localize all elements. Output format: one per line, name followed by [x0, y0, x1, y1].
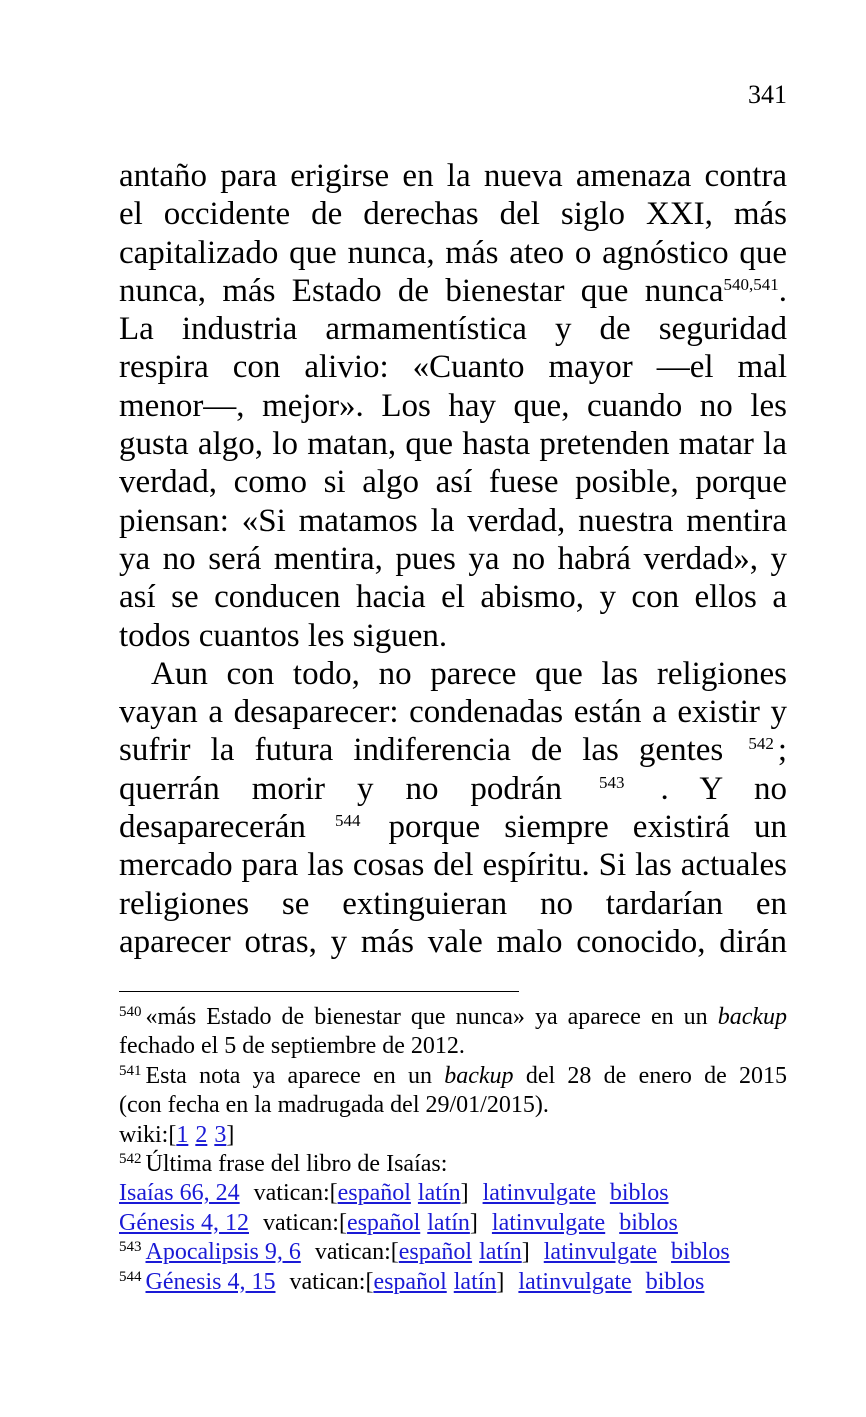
bible-ref-link[interactable]: Génesis 4, 15	[145, 1268, 276, 1295]
footnote-543: $^{543}$ Apocalipsis 9, 6 vatican:[español latín] latinvulgate biblos	[119, 1239, 730, 1266]
p1-line-6: respira con alivio: «Cuanto mayor —el mal	[119, 349, 787, 386]
biblos-link[interactable]: biblos	[671, 1239, 730, 1266]
vatican-latin-link[interactable]: latín	[427, 1209, 470, 1236]
page-number: 341	[748, 80, 787, 109]
footnote-540-line-2: fechado el 5 de septiembre de 2012.	[119, 1033, 465, 1060]
biblos-link[interactable]: biblos	[619, 1209, 678, 1236]
vatican-latin-link[interactable]: latín	[479, 1239, 522, 1266]
footnote-ref-543[interactable]: 543	[599, 772, 625, 792]
footnote-542-ref-1: Isaías 66, 24 vatican:[español latín] latinvulgate biblos	[119, 1180, 669, 1207]
p2-line-4: querrán morir y no podrán $^{543}$ . Y no	[119, 770, 787, 807]
p1-line-1: antaño para erigirse en la nueva amenaza contra	[119, 158, 787, 194]
p2-line-7: religiones se extinguieran no tardarían en	[119, 885, 787, 922]
p1-line-8: gusta algo, lo matan, que hasta pretenden matar la	[119, 426, 787, 463]
p1-line-11: ya no será mentira, pues ya no habrá verdad», y	[119, 540, 787, 577]
latinvulgate-link[interactable]: latinvulgate	[491, 1209, 606, 1236]
footnote-540: $^{540}$ «más Estado de bienestar que nunca» ya aparece en un backup	[119, 1004, 787, 1030]
footnote-number-540: 540	[119, 1004, 142, 1020]
p1-line-5: La industria armamentística y de seguridad	[119, 311, 787, 348]
biblos-link[interactable]: biblos	[609, 1180, 669, 1207]
p1-line-9: verdad, como si algo así fuese posible, porque	[119, 464, 787, 501]
vatican-espanol-link[interactable]: español	[346, 1209, 421, 1236]
footnote-542-ref-2: Génesis 4, 12 vatican:[español latín] latinvulgate biblos	[119, 1209, 678, 1236]
p2-line-6: mercado para las cosas del espíritu. Si las actuales	[119, 847, 787, 884]
p1-line-12: así se conducen hacia el abismo, y con ellos a	[119, 579, 787, 616]
wiki-link-1[interactable]: 1	[176, 1121, 189, 1148]
bible-ref-link[interactable]: Génesis 4, 12	[119, 1209, 249, 1236]
biblos-link[interactable]: biblos	[645, 1268, 705, 1295]
bible-ref-link[interactable]: Apocalipsis 9, 6	[145, 1239, 301, 1266]
vatican-latin-link[interactable]: latín	[453, 1268, 497, 1295]
p2-line-8: aparecer otras, y más vale malo conocido, dirán	[119, 923, 787, 960]
footnote-541-wiki: wiki:[1 2 3]	[119, 1121, 235, 1148]
footnote-number-543: 543	[119, 1239, 142, 1256]
body-text	[119, 157, 787, 961]
footnote-541: $^{541}$ Esta nota ya aparece en un backup del 28 de enero de 2015	[119, 1062, 788, 1089]
vatican-espanol-link[interactable]: español	[373, 1268, 447, 1295]
p1-line-13: todos cuantos les siguen.	[119, 617, 448, 654]
p1-line-7: menor—, mejor». Los hay que, cuando no les	[119, 387, 787, 424]
footnote-541-line-2: (con fecha en la madrugada del 29/01/2015).	[119, 1092, 549, 1119]
p1-line-3: capitalizado que nunca, más ateo o agnóstico que	[119, 234, 787, 271]
footnote-542: $^{542}$ Última frase del libro de Isaías:	[119, 1150, 448, 1177]
footnote-ref-540-541[interactable]: 540,541	[723, 274, 779, 294]
footnote-ref-542[interactable]: 542	[748, 734, 774, 754]
footnotes	[119, 1003, 787, 1297]
p1-line-2: el occidente de derechas del siglo XXI, más	[119, 196, 787, 233]
p1-line-10: piensan: «Si matamos la verdad, nuestra mentira	[119, 502, 787, 539]
footnote-number-544: 544	[119, 1268, 142, 1285]
footnote-544: $^{544}$ Génesis 4, 15 vatican:[español latín] latinvulgate biblos	[119, 1268, 705, 1295]
latinvulgate-link[interactable]: latinvulgate	[543, 1239, 658, 1266]
footnote-ref-544[interactable]: 544	[334, 811, 361, 831]
p2-line-1: Aun con todo, no parece que las religiones	[151, 655, 787, 692]
footnote-separator	[119, 991, 519, 992]
vatican-espanol-link[interactable]: español	[398, 1239, 473, 1266]
p2-line-3: sufrir la futura indiferencia de las gentes $^{542}$ ;	[119, 732, 787, 769]
wiki-link-2[interactable]: 2	[195, 1121, 208, 1148]
bible-ref-link[interactable]: Isaías 66, 24	[119, 1180, 240, 1207]
p2-line-5: desaparecerán $^{544}$ porque siempre existirá un	[119, 809, 788, 846]
latinvulgate-link[interactable]: latinvulgate	[482, 1180, 596, 1207]
p1-line-4: nunca, más Estado de bienestar que nunca$^{540,541}$.	[119, 272, 787, 309]
vatican-espanol-link[interactable]: español	[337, 1180, 411, 1207]
p2-line-2: vayan a desaparecer: condenadas están a existir y	[119, 694, 787, 731]
wiki-link-3[interactable]: 3	[214, 1121, 227, 1148]
vatican-latin-link[interactable]: latín	[417, 1180, 461, 1207]
footnote-number-542: 542	[119, 1150, 142, 1167]
footnote-number-541: 541	[119, 1062, 142, 1079]
latinvulgate-link[interactable]: latinvulgate	[518, 1268, 632, 1295]
